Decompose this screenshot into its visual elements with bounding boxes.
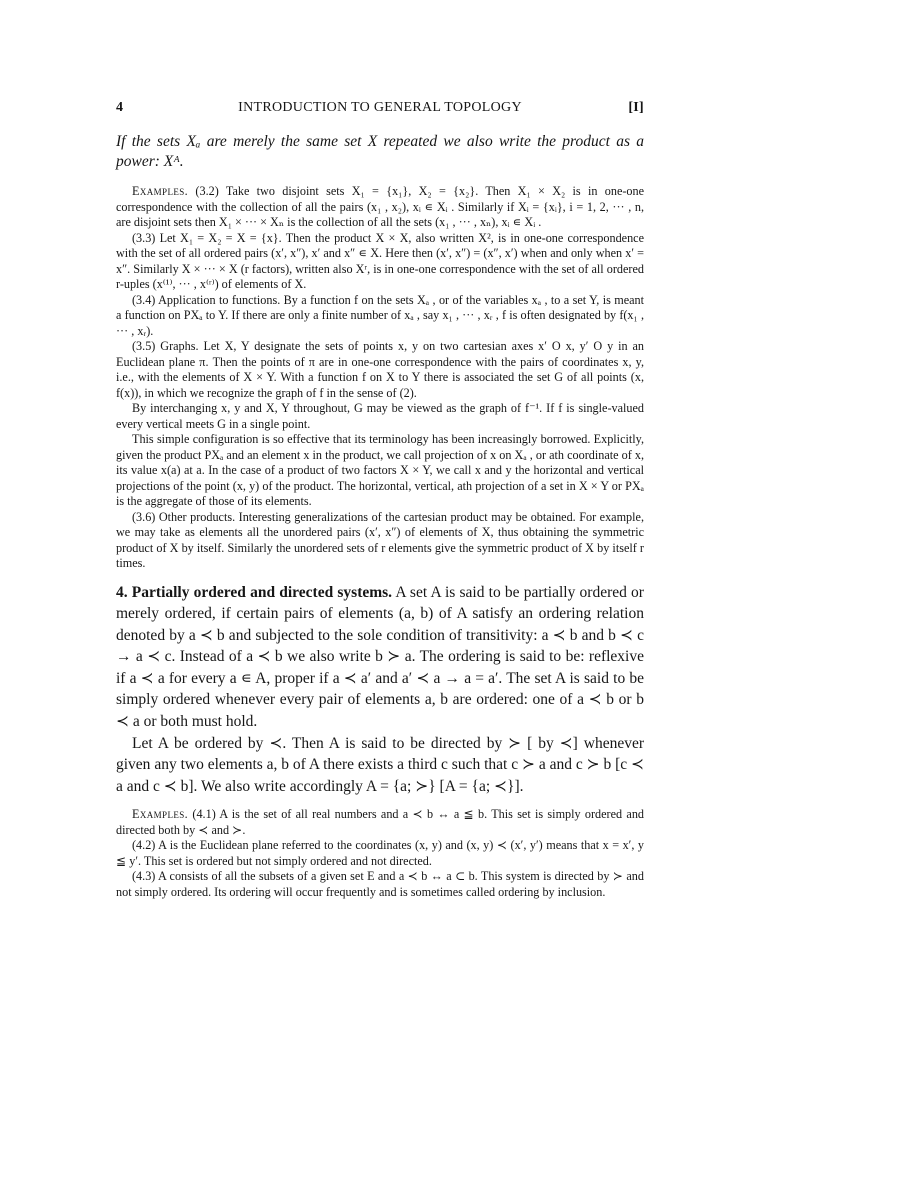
running-title: INTRODUCTION TO GENERAL TOPOLOGY bbox=[238, 100, 522, 115]
section-mark: [I] bbox=[628, 100, 644, 115]
example-3-6: (3.6) Other products. Interesting generalizations of the cartesian product may be obtained. For example, we may take as elements all the unordered pairs (x′, x″) of elements of X, thus obtaining the symmetric product of X by itself. Similarly the unordered sets of r elements give the symmetric product of X by itself r times. bbox=[116, 509, 644, 570]
example-3-5-terminology: This simple configuration is so effective that its terminology has been increasingly borrowed. Explicitly, given the product PXₐ and an element x in the product, we call projection of x on Xₐ , or ath coordinate of x, its value x(a) at a. In the case of a product of two factors X × Y, we call x and y the horizontal and vertical projections of the point (x, y) of the product. The horizontal, vertical, ath projection of a set in X × Y or PXₐ is the aggregate of those of its elements. bbox=[116, 432, 644, 508]
section-4-paragraph-2: Let A be ordered by ≺. Then A is said to be directed by ≻ [ by ≺] whenever given any two elements a, b of A there exists a third c such that c ≻ a and c ≻ b [c ≺ a and c ≺ b]. We also write accordingly A = {a; ≻} [A = {a; ≺}]. bbox=[116, 734, 644, 795]
example-4-3: (4.3) A consists of all the subsets of a given set E and a ≺ b ↔ a ⊂ b. This system is directed by ≻ and not simply ordered. Its ordering will occur frequently and is sometimes called ordering by inclusion. bbox=[116, 869, 644, 899]
section-4-heading: 4. Partially ordered and directed systems. bbox=[116, 583, 393, 601]
example-3-2 bbox=[116, 184, 644, 231]
section-4-paragraph-1 bbox=[116, 582, 644, 733]
page-body bbox=[116, 132, 644, 900]
examples-label: Examples. bbox=[132, 807, 189, 822]
intro-power-sentence: If the sets Xₐ are merely the same set X repeated we also write the product as a power: Xᴬ. bbox=[116, 133, 644, 170]
example-4-2: (4.2) A is the Euclidean plane referred to the coordinates (x, y) and (x, y) ≺ (x′, y′) means that x = x′, y ≦ y′. This set is ordered but not simply ordered and not directed. bbox=[116, 838, 644, 868]
example-3-2-text: (3.2) Take two disjoint sets X₁ = {x₁}, X₂ = {x₂}. Then X₁ × X₂ is in one-one correspondence with the collection of all the pairs (x₁ , x₂), xᵢ ∊ Xᵢ . Similarly if Xᵢ = {xᵢ}, i = 1, 2, ··· , n, are disjoint sets then X₁ × ··· × Xₙ is the collection of all the sets (x₁ , ··· , xₙ), xᵢ ∊ Xᵢ . bbox=[116, 184, 645, 229]
example-3-3: (3.3) Let X₁ = X₂ = X = {x}. Then the product X × X, also written X², is in one-one correspondence with the set of all ordered pairs (x′, x″), x′ and x″ ∊ X. Here then (x′, x″) = (x″, x′) when and only when x′ = x″. Similarly X × ··· × X (r factors), written also Xʳ, is in one-one correspondence with the set of all ordered r-uples (x⁽¹⁾, ··· , x⁽ʳ⁾) of elements of X. bbox=[116, 230, 644, 291]
example-4-1 bbox=[116, 807, 644, 838]
example-3-5-inverse: By interchanging x, y and X, Y throughout, G may be viewed as the graph of f⁻¹. If f is single-valued every vertical meets G in a single point. bbox=[116, 401, 644, 431]
example-3-5: (3.5) Graphs. Let X, Y designate the sets of points x, y on two cartesian axes x′ O x, y′ O y in an Euclidean plane π. Then the points of π are in one-one correspondence with the pairs of coordinates x, y, i.e., with the elements of X × Y. With a function f on X to Y there is associated the set G of all points (x, f(x)), in which we recognize the graph of f in the sense of (2). bbox=[116, 339, 644, 400]
example-4-1-text: (4.1) A is the set of all real numbers and a ≺ b ↔ a ≦ b. This set is simply ordered and directed both by ≺ and ≻. bbox=[116, 807, 645, 837]
example-3-4: (3.4) Application to functions. By a function f on the sets Xₐ , or of the variables xₐ , to a set Y, is meant a function on PXₐ to Y. If there are only a finite number of xₐ , say x₁ , ··· , xᵣ , f is often designated by f(x₁ , ··· , xᵣ). bbox=[116, 292, 644, 338]
page-number: 4 bbox=[116, 100, 124, 115]
examples-label: Examples. bbox=[132, 184, 189, 198]
running-header bbox=[116, 100, 644, 120]
section-4-para-1-text: A set A is said to be partially ordered or merely ordered, if certain pairs of elements (a, b) of A satisfy an ordering relation denoted by a ≺ b and subjected to the sole condition of transitivity: a ≺ b and b ≺ c → a ≺ c. Instead of a ≺ b we also write b ≻ a. The ordering is said to be: reflexive if a ≺ a for every a ∊ A, proper if a ≺ a′ and a′ ≺ a → a = a′. The set A is said to be simply ordered whenever every pair of elements a, b are ordered: one of a ≺ b or b ≺ a or both must hold. bbox=[116, 583, 644, 731]
